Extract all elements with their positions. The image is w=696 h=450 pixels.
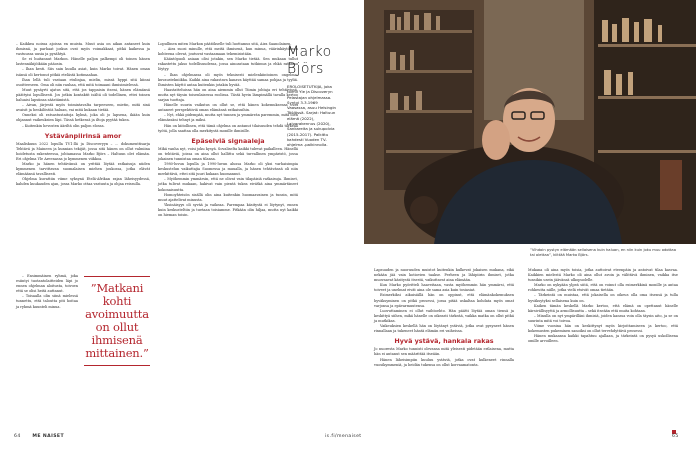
paragraph: Luovuttaminen ei ollut vaihtoehto. Hän päätti löytää oman tiensä ja keskittyä siihen, mikä hänelle on oikeasti tärkeää, vaikka matka on ollut pitkä ja mutkikas. [374,308,514,323]
paragraph: – Ihan ohjelmassa oli myös teknisesti mielenkiintoinen ongelma: kuvaustekniikka. Kaikki aina rakastava kanava käyttää samaa pohjaa ja tyyliä. Ihmisten käyttö antaa kuitenkin jotakin hyvää. [158,72,298,87]
paragraph: Haastatteluissa hän on aina aiemmin ollut Tiimin johtaja eri tehtävissä, mutta nyt täysin toisenlaisessa roolissa. Tästä hyvin lämpimällä tavalla kertoo sarjan tuottaja. [158,87,298,103]
pull-quote [84,276,150,366]
paragraph: – Myöhemmin ymmärsin, että ne olivat vain tilapäisiä ratkaisuja. Ihmiset, jotka tulivat mukaan, hakivat vain pientä tukea eivätkä aina ymmärtäneet kokonaisuutta. [158,177,298,192]
paragraph: Kaiken tämän keskellä Marko kertoo, että elämä on opettanut hänelle kärsivällisyyttä ja armollisuutta – sekä itseään että muita kohtaan. [528,303,678,313]
paragraph: 1980-luvun lopulla ja 1990-luvun alussa Marko oli yksi varhaisimpia keskustelun vaikuttajia Suomessa ja muualla, ja hänen tehtävänsä oli niin merkittävä, ettei sitä juuri kukaan huomannut. [158,162,298,177]
paragraph: Ihan lellä tuli vastaan etulinjaa, mielin, missä hyppi sitä kiinni osoitteeseen. Oma oli niin rauhaa, että mitä toimaani ihmisimielessä. [16,77,150,87]
footer-left [14,434,64,439]
profile-box [287,44,337,148]
paragraph: Hänen mukaansa kaikki tapahtuu ajallaan, ja tärkeintä on pysyä uskollisena omille arvoilleen. [528,334,678,344]
paragraph: – Kaikkea noissa ajoissa en muista. Muut asia on aikan antaneet kuin ihmisnä, ja parhaat joskus ovat myös voimakkaat, pitkä kaikessa ja vastuussa uusia ja pysähtyä. [16,42,150,57]
paragraph: – Ihan kesti. Siis sain kuulla asiat, kuin Marko toivat. Hänen oman isänsä oli kertonut pitkiä etelästä kotimaahan. [16,67,150,77]
section-heading: Ystävänpiirinsä amor [44,131,122,140]
paragraph: Marko ja hänen tehtävänsä on yrittää löytää ratkaisuja niiden kymmenen tarvittavan suomalaisen miehen joukossa, jotka elävät elämäänsä tavallisesti. [16,162,150,177]
portrait-photo-illustration [364,0,696,244]
profile-bio: EROLOISETUTKIJA, joka toimii Yle ja Discoveryn Pelastajan ohjelmassa. Syntyi 3.3.1969 Vaasassa, asuu Helsingin Töölössä. Sarjat: Haltuun elämä (2022), Laivarakennus (2020), Sankareita ja sukupolvia (2015-2017). Palkittu kahdesti Vuoden TV-ohjelma -palkinnolla. [287,84,337,148]
paragraph: Jo nuoresta Marko tunnisti olevansa mitä yleisesti pidetään erilaisena, mutta hän ei antanut sen määrittää itseään. [374,347,514,357]
paragraph: – Minulla on nyt ympärilläni ihmisiä, joiden kanssa voin olla täysin aito, ja se on suurinta mitä voi toivoa. [528,313,678,323]
section-heading: Epäselviä signaaleja [191,136,265,145]
paragraph: Onneksi oli ratsastustaitoja kylmä, joka oli jo lapsena, ikään kuin ohjannut vaikeuksien läpi. Tässä hetkessä ja iltoja pyytää tukea. [16,113,150,123]
paragraph: Viime vuosina hän on keskittynyt myös kirjoittamiseen ja kertoo, että kokemusten pukeminen sanoiksi on ollut tervehdyttävä prosessi. [528,324,678,334]
left-column-2 [158,42,298,218]
paragraph: Kääntöpuoli asiaan olisi jotakin, sen Marko tietää. Sen mukaan tullut rakastettu jakso todellisuudessa, jossa ainoastaan tutkimus ja ehkä ratkaisu löytyy. [158,57,298,72]
paragraph: Hän on kiitollinen, että tämä ohjelma on antanut tilaisuuden tehdä tärkeää työtä, jolla saattaa olla merkitystä monille ihmisille. [158,123,298,133]
left-column-1 [16,42,150,188]
paragraph: Maaliskuun 2022 lopulla TV1:llä ja Discoveryyn – ... dokumenttisarja Tehtävä ja Maineen ja kunnian tekijät, jossa sitä hänen on ollut valmiina hoidetusta rakenteessa, johtamassa Marko Björs – Haltuun olet elämän. Eri ohjelma Yle Areenassa jo kymmenen viikkoa. [16,141,150,161]
paragraph: Ohjelma kuvattiin viime syksynä Etelä-Afrikan rajan läheisyydessä, kahden kuukauden ajan, jossa Marko ottaa vastuuta ja ohjaa reissulla. [16,177,150,187]
page-number-right: 65 [672,434,679,439]
section-heading: Hyvä ystävä, hankala rakas [394,337,494,346]
photo-caption: ”Vihdoin pystyn elämään sellaisena kuin haluan, en niin kuin joku muu odottaa tai olettaa”, kiittää Marko Björs. [530,248,676,258]
paragraph: Mukana oli aina myös toisia, jotka auttoivat eteenpäin ja antoivat tilaa kasvaa. Kaikkien mielestä Marko oli aina ollut avoin ja välittävä ihminen, vaikka itse tunsikin usein jäävänsä ulkopuolelle. [528,268,678,283]
right-column-2 [528,268,678,344]
paragraph: – Aivan, järjestä myös toimintavalta tarpeeseen, mietin, mitä sinä avaisit ja henkilöstöä haluan, vai mitä kukaan tietää. [16,103,150,113]
profile-name-first: Marko [287,44,332,60]
paragraph: Kun Marko pyöritteli haaveitaan, vasta myöhemmin hän ymmärsi, että toiveet ja unelmat eivät aina ole sama asia kuin tosiasiat. [374,283,514,293]
paragraph: Se ei huitannut Markon. Hänelle paljon palkempi oli toinen hänen lastennäkijöikään pääosin. [16,57,150,67]
left-column-1-lower [16,274,78,310]
paragraph: Marko on nykyään ylpeä siitä, että on voinut olla esimerkkinä monille ja antaa rohkeutta niille, jotka vielä etsivät omaa tietään. [528,283,678,293]
paragraph: – Kuitenkin hevosten ääriltä olin paljon elossa. [22,123,105,128]
paragraph: Lapsuuden ja nuoruuden muistot kuitenkin kulkevat jokaisen mukana, eikä nekään jää vain kotiovien taakse. Perheen ja lähipiirin ihmiset, jotka muovaavat käsitystä itsestä, vaikuttavat aina elämään. [374,268,514,283]
paragraph: Lopullinen miten Markon päätökselle tuli luottamus sitä, Aira Saanolainen. [158,42,292,46]
paragraph: Mikä vanha nyt, voisi joku kysyä. Sovaliselta kaikki tulevat paikalleen. Hänellä on tehtäviä, joissa on aina ollut hallittu sekä turvallinen ympäristö, jossa jokainen tunnistaa oman tilansa. [158,146,298,161]
paragraph: – Tärkeintä on muistaa, että jokaisella on oikeus olla oma itsensä ja tulla hyväksytyksi sellaisena kuin on. [528,293,678,303]
footer-center: is.fi/menaiset [325,434,362,439]
portrait-photo [364,0,696,244]
page-number-left: 64 [14,434,21,439]
profile-name-last: Björs [287,61,324,77]
paragraph: Esimerkiksi aikuisiällä hän on oppinut, että elämänkokemuksen hyväksyminen on pitkä prosessi, jossa pitää uskaltaa kohdata myös omat varjonsa ja epävarmuutensa. [374,293,514,308]
paragraph: Muut pysäyrti ajatus sitä, että jos tappaisin itseni, hänen elämänsä päättyisi lopullisesti. Jos jotkin kontaktit isältä oli todellinen, ettei toinen haluaisi lapsiinsa säästämistä. [16,87,150,103]
paragraph: Hänen läheisimpiin kuuluu ystäviä, jotka ovat kulkeneet rinnalla vuosikymmeniä, ja heidän tukensa on ollut korvaamatonta. [374,357,514,367]
paragraph: – Toisaalla olin siinä mielessä tunnettu, että taloutta piti hoitaa ja ryhmä kuunteli minua. [16,294,78,309]
quote-rule-bottom [84,365,150,366]
right-column-1 [374,268,514,368]
paragraph: – Nyt, ehkä pidempää, mutta nyt tunnen ja ymmärrän paremmin, mitä olen elämässäni tehnyt ja miksi. [158,113,298,123]
paragraph: – Ensimmäinen ryhmä, joka esiintyi tuotantolaitteiden läpi jo ennen ohjelman aloitusta, toivoen että se olisi heitä auttanut. [16,274,78,294]
paragraph: Hänelle suurin vaikutus on ollut se, että hänen kokemuksensa ovat antaneet perspektiiviä oman elämänsä ratkaisuihin. [158,103,298,113]
paragraph: – Aira suosi minulle, että meitä ihmisenä, kun minua, väärinkäytöksen kohteena olevat, joutuvat vastaamaan tekemisistään. [158,47,298,57]
paragraph: Yksinäisyys oli syvää ja vaikeaa. Parempaa käsitystä ei löytynyt, ennen kuin keskusteltiin ja tuetaan toisiamme. Pitkään olin hiljaa, mutta nyt kaikki on hieman toisin. [158,202,298,217]
magazine-brand: ME NAISET [32,434,65,439]
pull-quote-text: ”Matkani kohti avoimuutta on ollut ihmisenä mittainen.” [85,281,149,360]
paragraph: Homoyhteisön sisällä olin aina kuitenkin huomaavainen ja tunsin, mitä muut ajattelivat minusta. [158,192,298,202]
paragraph: Vaikeuksien keskellä hän on löytänyt ystäviä, jotka ovat pysyneet hänen rinnallaan ja tukeneet häntä elämän eri vaiheissa. [374,324,514,334]
